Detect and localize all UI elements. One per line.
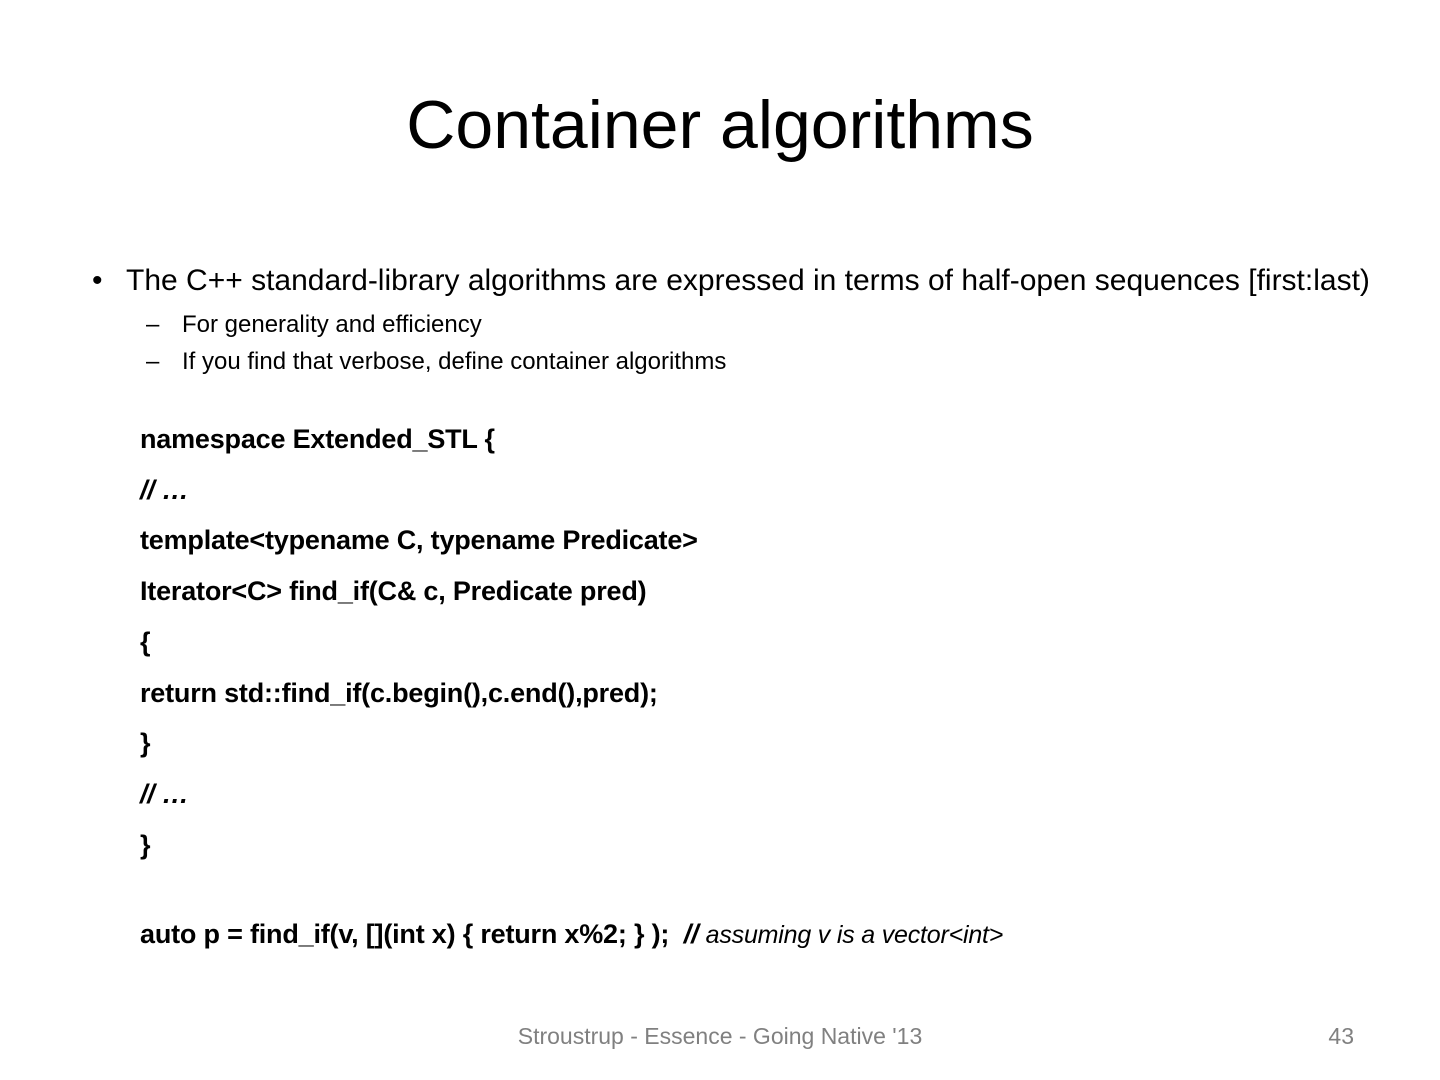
slide-body — [78, 258, 1388, 959]
code-line: } — [140, 728, 151, 759]
dash-marker-icon: – — [146, 310, 160, 338]
bullet-level2 — [78, 343, 1388, 380]
page-title: Container algorithms — [406, 87, 1034, 163]
comment-text: assuming v is a vector<int> — [705, 920, 1004, 949]
bullet-level2-text: For generality and efficiency — [182, 310, 482, 338]
code-line: // … — [140, 779, 189, 810]
code-final-text: auto p = find_if(v, [](int x) { return x%2; } ); — [140, 918, 684, 949]
code-line: namespace Extended_STL { — [140, 423, 495, 454]
code-line: Iterator<C> find_if(C& c, Predicate pred) — [140, 576, 647, 607]
bullet-level2-text: If you find that verbose, define container algorithms — [182, 347, 727, 375]
dash-marker-icon: – — [146, 347, 160, 375]
code-line: } — [140, 829, 151, 860]
code-line: { — [140, 626, 151, 657]
comment-marker: // — [683, 918, 706, 949]
slide-footer: Stroustrup - Essence - Going Native '13 — [517, 1023, 923, 1049]
code-line: return std::find_if(c.begin(),c.end(),pred); — [140, 677, 658, 708]
code-final-comment — [684, 919, 1003, 949]
page-number: 43 — [1328, 1023, 1354, 1049]
code-block — [78, 414, 1388, 960]
code-spacer — [140, 871, 1388, 909]
code-line: // … — [140, 474, 189, 505]
code-line: template<typename C, typename Predicate> — [140, 525, 698, 556]
code-line-final — [140, 909, 1388, 960]
bullet-level2 — [78, 306, 1388, 343]
bullet-level1 — [78, 258, 1388, 304]
bullet-marker-icon: • — [92, 264, 103, 297]
bullet-level1-text: The C++ standard-library algorithms are expressed in terms of half-open sequences [first:last) — [126, 264, 1370, 297]
